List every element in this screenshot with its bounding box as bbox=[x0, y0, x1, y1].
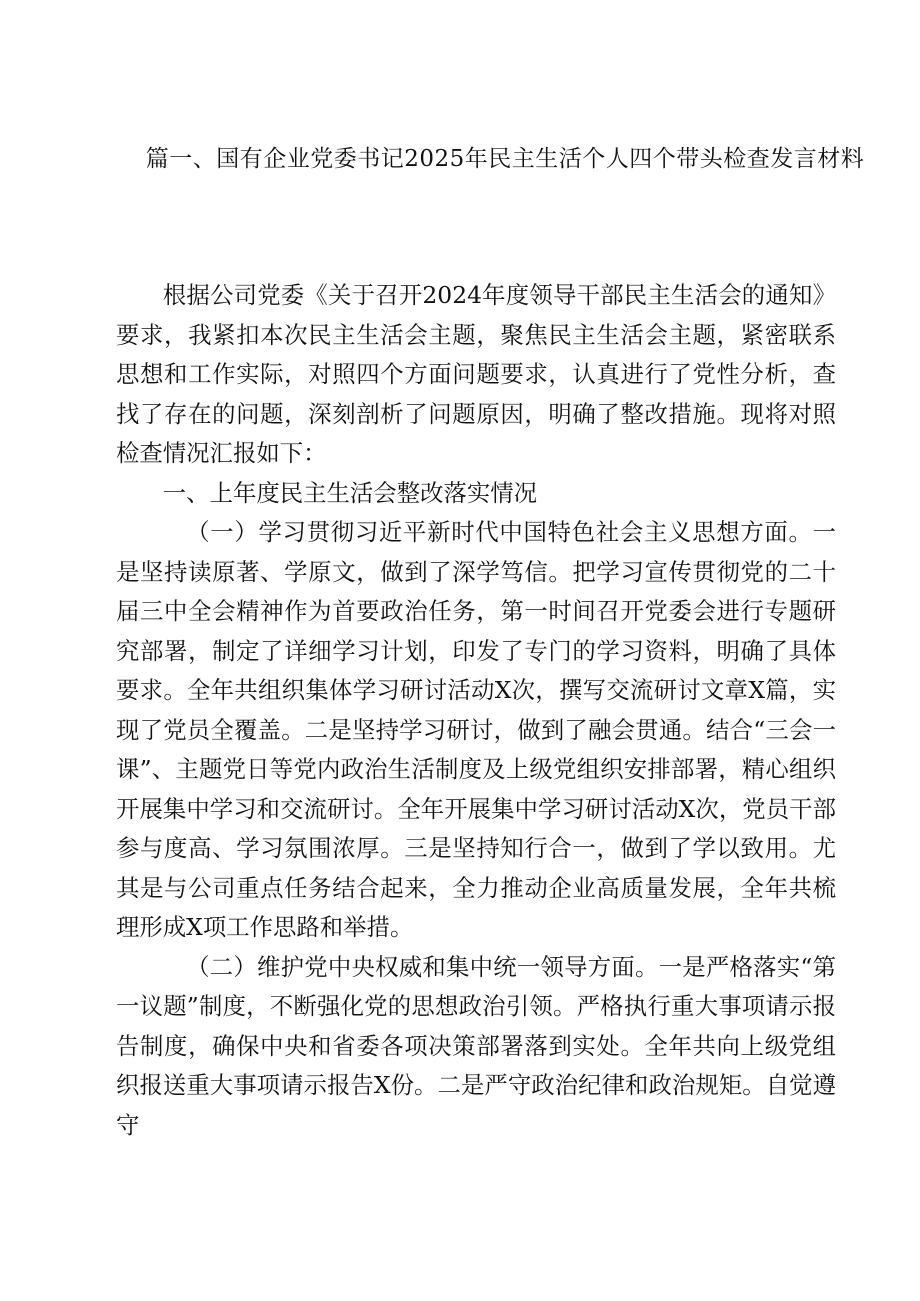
document-title: 篇一、国有企业党委书记2025年民主生活个人四个带头检查发言材料 bbox=[145, 146, 865, 172]
section-heading: 一、上年度民主生活会整改落实情况 bbox=[162, 478, 538, 507]
document-body bbox=[116, 276, 836, 1145]
intro-paragraph: 根据公司党委《关于召开2024年度领导干部民主生活会的通知》要求，我紧扣本次民主生活会主题，聚焦民主生活会主题，紧密联系思想和工作实际，对照四个方面问题要求，认真进行了党性分析，查找了存在的问题，深刻剖析了问题原因，明确了整改措施。现将对照检查情况汇报如下： bbox=[116, 281, 836, 467]
subsection-paragraph-1: （一）学习贯彻习近平新时代中国特色社会主义思想方面。一是坚持读原著、学原文，做到了深学笃信。把学习宣传贯彻党的二十届三中全会精神作为首要政治任务，第一时间召开党委会进行专题研究部署，制定了详细学习计划，印发了专门的学习资料，明确了具体要求。全年共组织集体学习研讨活动X次，撰写交流研讨文章X篇，实现了党员全覆盖。二是坚持学习研讨，做到了融会贯通。结合“三会一课”、主题党日等党内政治生活制度及上级党组织安排部署，精心组织开展集中学习和交流研讨。全年开展集中学习研讨活动X次，党员干部参与度高、学习氛围浓厚。三是坚持知行合一，做到了学以致用。尤其是与公司重点任务结合起来，全力推动企业高质量发展，全年共梳理形成X项工作思路和举措。 bbox=[116, 518, 836, 941]
subsection-paragraph-2: （二）维护党中央权威和集中统一领导方面。一是严格落实“第一议题”制度，不断强化党的思想政治引领。严格执行重大事项请示报告制度，确保中央和省委各项决策部署落到实处。全年共向上级党组织报送重大事项请示报告X份。二是严守政治纪律和政治规矩。自觉遵守 bbox=[116, 952, 836, 1139]
